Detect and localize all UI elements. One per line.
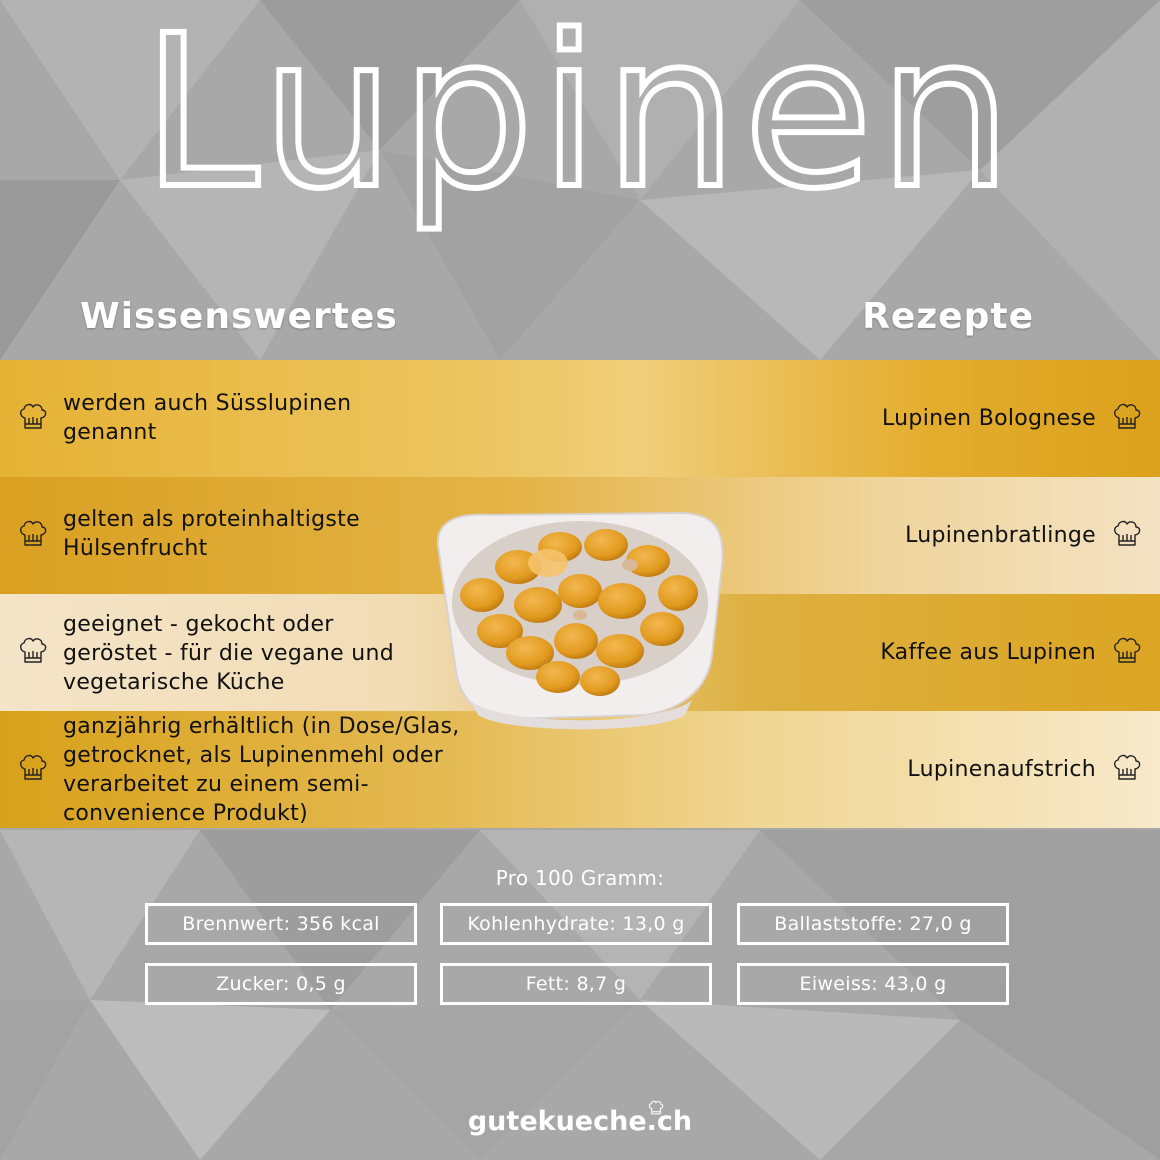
fact-line: gelten als proteinhaltigste [63, 507, 360, 532]
chef-hat-icon [17, 402, 49, 432]
chef-hat-icon [1111, 753, 1143, 783]
fact-line: Hülsenfrucht [63, 536, 208, 561]
nutrition-box: Zucker: 0,5 g [145, 963, 417, 1005]
recipe-label[interactable]: Kaffee aus Lupinen [880, 640, 1096, 665]
nutrition-box: Fett: 8,7 g [440, 963, 712, 1005]
recipe-item[interactable] [700, 360, 1160, 477]
fact-line: geeignet - gekocht oder [63, 612, 334, 637]
fact-line: getrocknet, als Lupinenmehl oder [63, 743, 444, 768]
recipe-label[interactable]: Lupinenbratlinge [905, 523, 1096, 548]
nutrition-box: Eiweiss: 43,0 g [737, 963, 1009, 1005]
page-title [0, 0, 1160, 240]
nutrition-box: Kohlenhydrate: 13,0 g [440, 903, 712, 945]
chef-hat-icon [1111, 402, 1143, 432]
chef-hat-icon [17, 753, 49, 783]
nutrition-heading: Pro 100 Gramm: [495, 866, 665, 890]
recipe-label[interactable]: Lupinen Bolognese [882, 406, 1096, 431]
recipe-item[interactable] [700, 711, 1160, 828]
knowledge-heading: Wissenswertes [80, 296, 398, 337]
lupin-bowl-image [430, 505, 730, 735]
fact-line: ganzjährig erhältlich (in Dose/Glas, [63, 714, 460, 739]
site-logo[interactable]: gutekueche.ch [467, 1106, 693, 1137]
fact-line: genannt [63, 420, 157, 445]
fact-line: convenience Produkt) [63, 801, 308, 826]
svg-text:Lupinen: Lupinen [142, 0, 1018, 235]
chef-hat-icon [646, 1100, 666, 1116]
nutrition-box: Ballaststoffe: 27,0 g [737, 903, 1009, 945]
recipe-label[interactable]: Lupinenaufstrich [907, 757, 1096, 782]
chef-hat-icon [17, 519, 49, 549]
fact-line: werden auch Süsslupinen [63, 391, 352, 416]
recipe-item[interactable] [700, 477, 1160, 594]
chef-hat-icon [1111, 636, 1143, 666]
nutrition-box: Brennwert: 356 kcal [145, 903, 417, 945]
chef-hat-icon [17, 636, 49, 666]
fact-line: verarbeitet zu einem semi- [63, 772, 369, 797]
recipes-heading: Rezepte [862, 296, 1034, 337]
chef-hat-icon [1111, 519, 1143, 549]
fact-item [0, 360, 520, 477]
fact-line: vegetarische Küche [63, 670, 285, 695]
recipe-item[interactable] [700, 594, 1160, 711]
fact-line: geröstet - für die vegane und [63, 641, 395, 666]
